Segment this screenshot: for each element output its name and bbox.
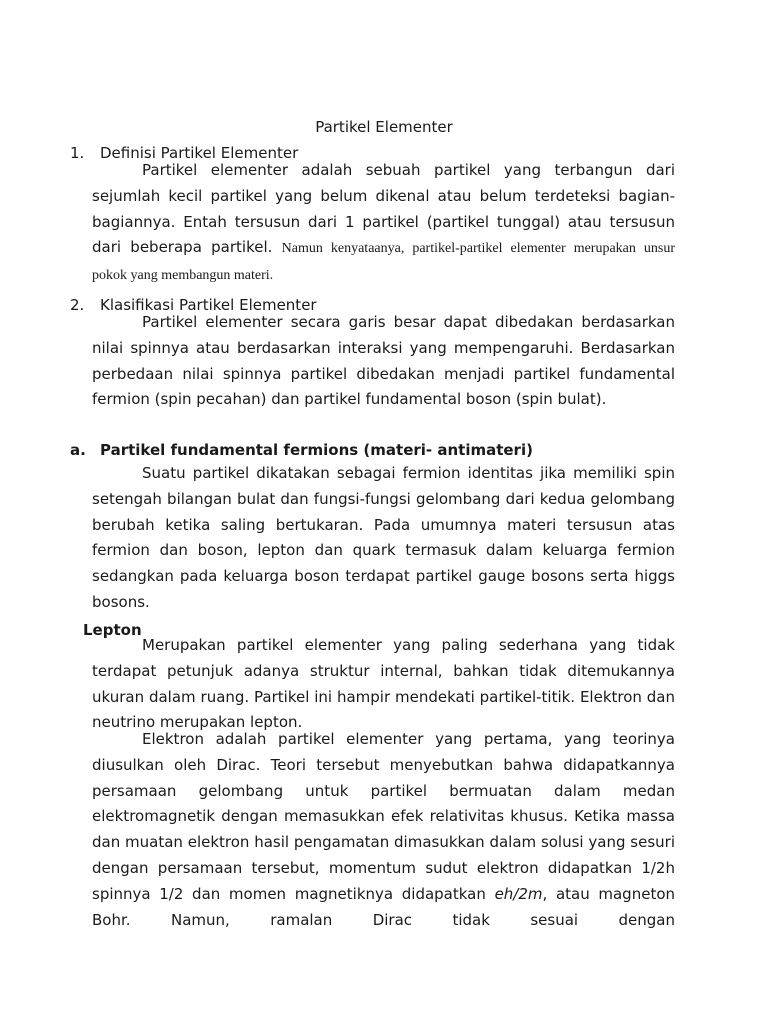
section-a-number: a. [70,441,86,459]
lepton-title: Lepton [83,621,142,639]
section-a-heading [70,441,533,459]
section-a-paragraph: Suatu partikel dikatakan sebagai fermion identitas jika memiliki spin setengah bilangan bulat dan fungsi-fungsi gelombang dari kedua gelombang berubah ketika saling bertukaran. Pada umumnya materi tersusun atas fermion dan boson, lepton dan quark termasuk dalam keluarga fermion sedangkan pada keluarga boson terdapat partikel gauge bosons serta higgs bosons. [92,464,675,611]
lepton-text-2b: , atau magneton Bohr. Namun, ramalan Dirac tidak sesuai dengan [92,884,676,929]
page-title: Partikel Elementer [315,118,453,136]
section-1-text: Partikel elementer adalah sebuah partikel yang terbangun dari sejumlah kecil partikel yang belum dikenal atau belum terdeteksi bagian-bagiannya. Entah tersusun dari 1 partikel (partikel tunggal) atau tersusun dari beberapa partikel. [92,161,675,257]
lepton-text-2a: Elektron adalah partikel elementer yang pertama, yang teorinya diusulkan oleh Dirac. Teori tersebut menyebutkan bahwa didapatkannya persamaan gelombang untuk partikel bermuatan dalam medan elektromagnetik dengan memasukkan efek relativitas khusus. Ketika massa dan muatan elektron hasil pengamatan dimasukkan dalam solusi yang sesuri dengan persamaan tersebut, momentum sudut elektron didapatkan 1/2h spinnya 1/2 dan momen magnetiknya didapatkan [92,730,675,903]
section-2-number: 2. [70,296,85,314]
lepton-paragraph-1: Merupakan partikel elementer yang paling sederhana yang tidak terdapat petunjuk adanya struktur internal, bahkan tidak ditemukannya ukuran dalam ruang. Partikel ini hampir mendekati partikel-titik. Elektron dan neutrino merupakan lepton. [92,636,675,732]
section-1-text-serif: Namun kenyataanya, partikel-partikel elementer merupakan unsur pokok yang membangun materi. [92,241,675,284]
lepton-paragraph-2 [92,727,675,933]
section-2-paragraph: Partikel elementer secara garis besar dapat dibedakan berdasarkan nilai spinnya atau berdasarkan interaksi yang mempengaruhi. Berdasarkan perbedaan nilai spinnya partikel dibedakan menjadi partikel fundamental fermion (spin pecahan) dan partikel fundamental boson (spin bulat). [92,313,675,409]
section-1-paragraph [92,158,675,289]
section-1-title: Definisi Partikel Elementer [100,144,299,162]
section-1-number: 1. [70,144,85,162]
section-2-title: Klasifikasi Partikel Elementer [100,296,317,314]
lepton-text-2-italic: eh/2m [494,884,543,903]
section-a-title: Partikel fundamental fermions (materi- antimateri) [100,441,533,459]
